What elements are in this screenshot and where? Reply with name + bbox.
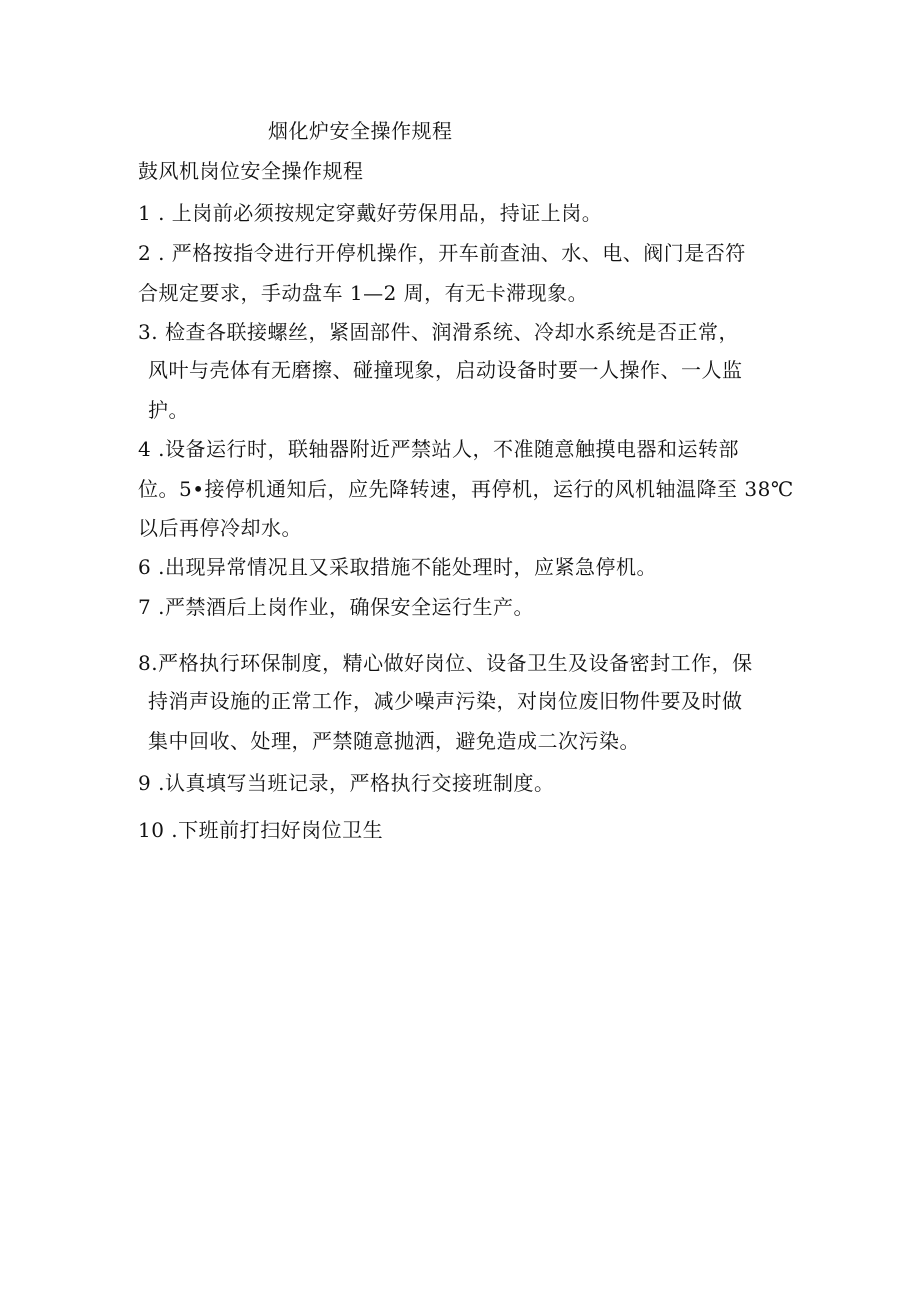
document-title: 烟化炉安全操作规程 [268, 119, 453, 143]
rule-line: 2 . 严格按指令进行开停机操作，开车前查油、水、电、阀门是否符 [138, 241, 746, 265]
rule-line: 4 .设备运行时，联轴器附近严禁站人，不准随意触摸电器和运转部 [138, 437, 739, 461]
rule-line: 10 .下班前打扫好岗位卫生 [138, 818, 384, 842]
section-heading: 鼓风机岗位安全操作规程 [138, 159, 364, 183]
rule-line: 1 . 上岗前必须按规定穿戴好劳保用品，持证上岗。 [138, 201, 603, 225]
rule-line: 集中回收、处理，严禁随意抛洒，避免造成二次污染。 [148, 729, 640, 753]
rule-line: 合规定要求，手动盘车 1—2 周，有无卡滞现象。 [138, 281, 589, 305]
rule-line: 9 .认真填写当班记录，严格执行交接班制度。 [138, 771, 555, 795]
rule-line: 护。 [148, 398, 189, 422]
rule-line: 8.严格执行环保制度，精心做好岗位、设备卫生及设备密封工作，保 [138, 651, 753, 675]
rule-line: 3. 检查各联接螺丝，紧固部件、润滑系统、冷却水系统是否正常， [138, 320, 739, 344]
rule-line: 持消声设施的正常工作，减少噪声污染，对岗位废旧物件要及时做 [148, 689, 743, 713]
rule-line: 以后再停冷却水。 [138, 516, 302, 540]
rule-line: 风叶与壳体有无磨擦、碰撞现象，启动设备时要一人操作、一人监 [148, 358, 743, 382]
rule-line: 7 .严禁酒后上岗作业，确保安全运行生产。 [138, 595, 534, 619]
rule-line: 6 .出现异常情况且又采取措施不能处理时，应紧急停机。 [138, 555, 657, 579]
rule-line: 位。5•接停机通知后，应先降转速，再停机，运行的风机轴温降至 38℃ [138, 477, 794, 501]
